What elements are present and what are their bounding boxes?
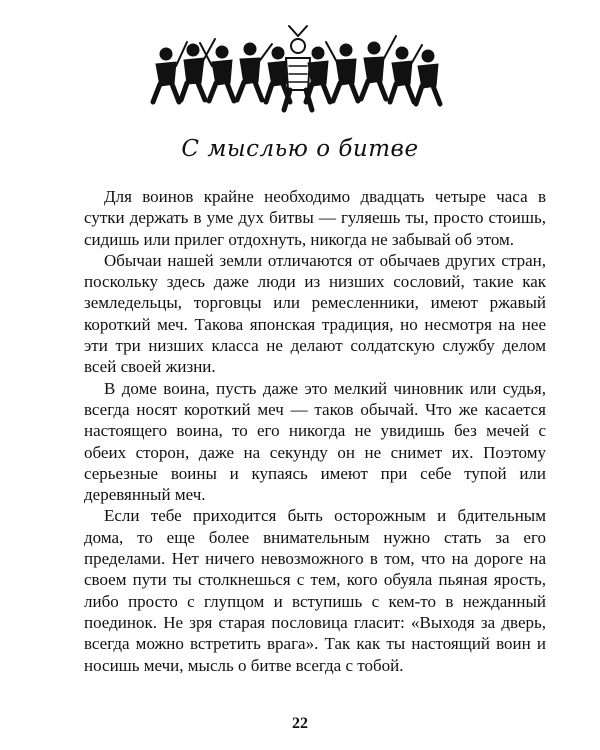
warrior-figure (361, 36, 396, 99)
samurai-warriors-illustration (150, 18, 445, 118)
body-text (84, 186, 546, 676)
warrior-figure (416, 50, 440, 104)
warrior-figure (326, 42, 358, 101)
warrior-figure (306, 47, 330, 102)
page-number: 22 (292, 715, 308, 732)
chapter-title: С мыслью о битве (181, 136, 419, 162)
paragraph: В доме воина, пусть даже это мелкий чиновник или судья, всегда носят короткий меч — таков обычай. Что же касается настоящего воина, то его никогда не увидишь без мечей с обеих сторон, даже на секунду он не снимет их. Поэтому серьезные воины и купаясь имеют при себе тупой или деревянный меч. (84, 378, 546, 505)
paragraph: Обычаи нашей земли отличаются от обычаев других стран, поскольку здесь даже люди из низших сословий, такие как земледельцы, торговцы или ремесленники, имеют ржавый короткий меч. Такова японская традиция, но несмотря на нее эти три низших класса не делают солдатскую службу делом всей своей жизни. (84, 250, 546, 377)
paragraph: Если тебе приходится быть осторожным и бдительным дома, то еще более внимательным нужно стать за его пределами. Нет ничего невозможного в том, что на дороге на своем пути ты столкнешься с тем, кого обуяла пьяная ярость, либо просто с глупцом и вступишь с кем-то в нежданный поединок. Не зря старая пословица гласит: «Выходя за дверь, всегда можно встретить врага». Так как ты настоящий воин и носишь мечи, мысль о битве всегда с тобой. (84, 506, 546, 675)
warrior-figure (200, 43, 234, 101)
warrior-figure (181, 39, 215, 100)
paragraph: Для воинов крайне необходимо двадцать четыре часа в сутки держать в уме дух битвы — гуляешь ты, просто стоишь, сидишь или прилег отдохнуть, никогда не забывай об этом. (84, 187, 546, 249)
warrior-figure (237, 43, 272, 100)
